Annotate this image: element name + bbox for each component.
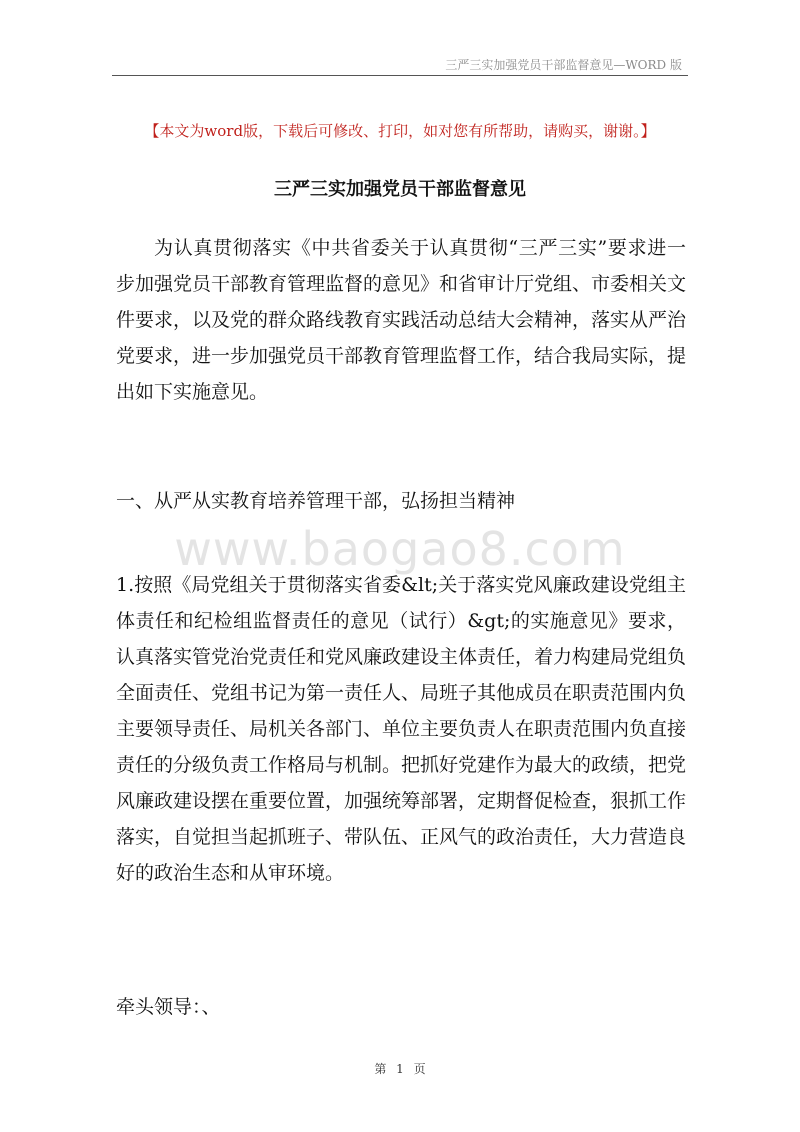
page-footer bbox=[0, 1060, 800, 1077]
running-header: 三严三实加强党员干部监督意见—WORD 版 bbox=[445, 58, 682, 72]
header-divider bbox=[112, 75, 688, 76]
page-number: 1 bbox=[396, 1062, 404, 1076]
footer-suffix: 页 bbox=[413, 1062, 426, 1076]
item1-paragraph: 1.按照《局党组关于贯彻落实省委&lt;关于落实党风廉政建设党组主体责任和纪检组监督责任的意见（试行）&gt;的实施意见》要求，认真落实管党治党责任和党风廉政建设主体责任，着力构建局党组负全面责任、党组书记为第一责任人、局班子其他成员在职责范围内负主要领导责任、局机关各部门、单位主要负责人在职责范围内负直接责任的分级负责工作格局与机制。把抓好党建作为最大的政绩，把党风廉政建设摆在重要位置，加强统筹部署，定期督促检查，狠抓工作落实，自觉担当起抓班子、带队伍、正风气的政治责任，大力营造良好的政治生态和从审环境。 bbox=[116, 574, 687, 884]
download-notice: 【本文为word版，下载后可修改、打印，如对您有所帮助，请购买，谢谢。】 bbox=[144, 122, 656, 140]
document-title: 三严三实加强党员干部监督意见 bbox=[274, 179, 526, 200]
lead-label: 牵头领导：、 bbox=[116, 996, 221, 1018]
watermark: www.baogao8.com bbox=[174, 522, 626, 576]
intro-paragraph: 为认真贯彻落实《中共省委关于认真贯彻“三严三实”要求进一步加强党员干部教育管理监督的意见》和省审计厅党组、市委相关文件要求，以及党的群众路线教育实践活动总结大会精神，落实从严治党要求，进一步加强党员干部教育管理监督工作，结合我局实际，提出如下实施意见。 bbox=[116, 237, 687, 403]
footer-prefix: 第 bbox=[374, 1062, 387, 1076]
section-heading: 一、从严从实教育培养管理干部，弘扬担当精神 bbox=[116, 490, 516, 512]
